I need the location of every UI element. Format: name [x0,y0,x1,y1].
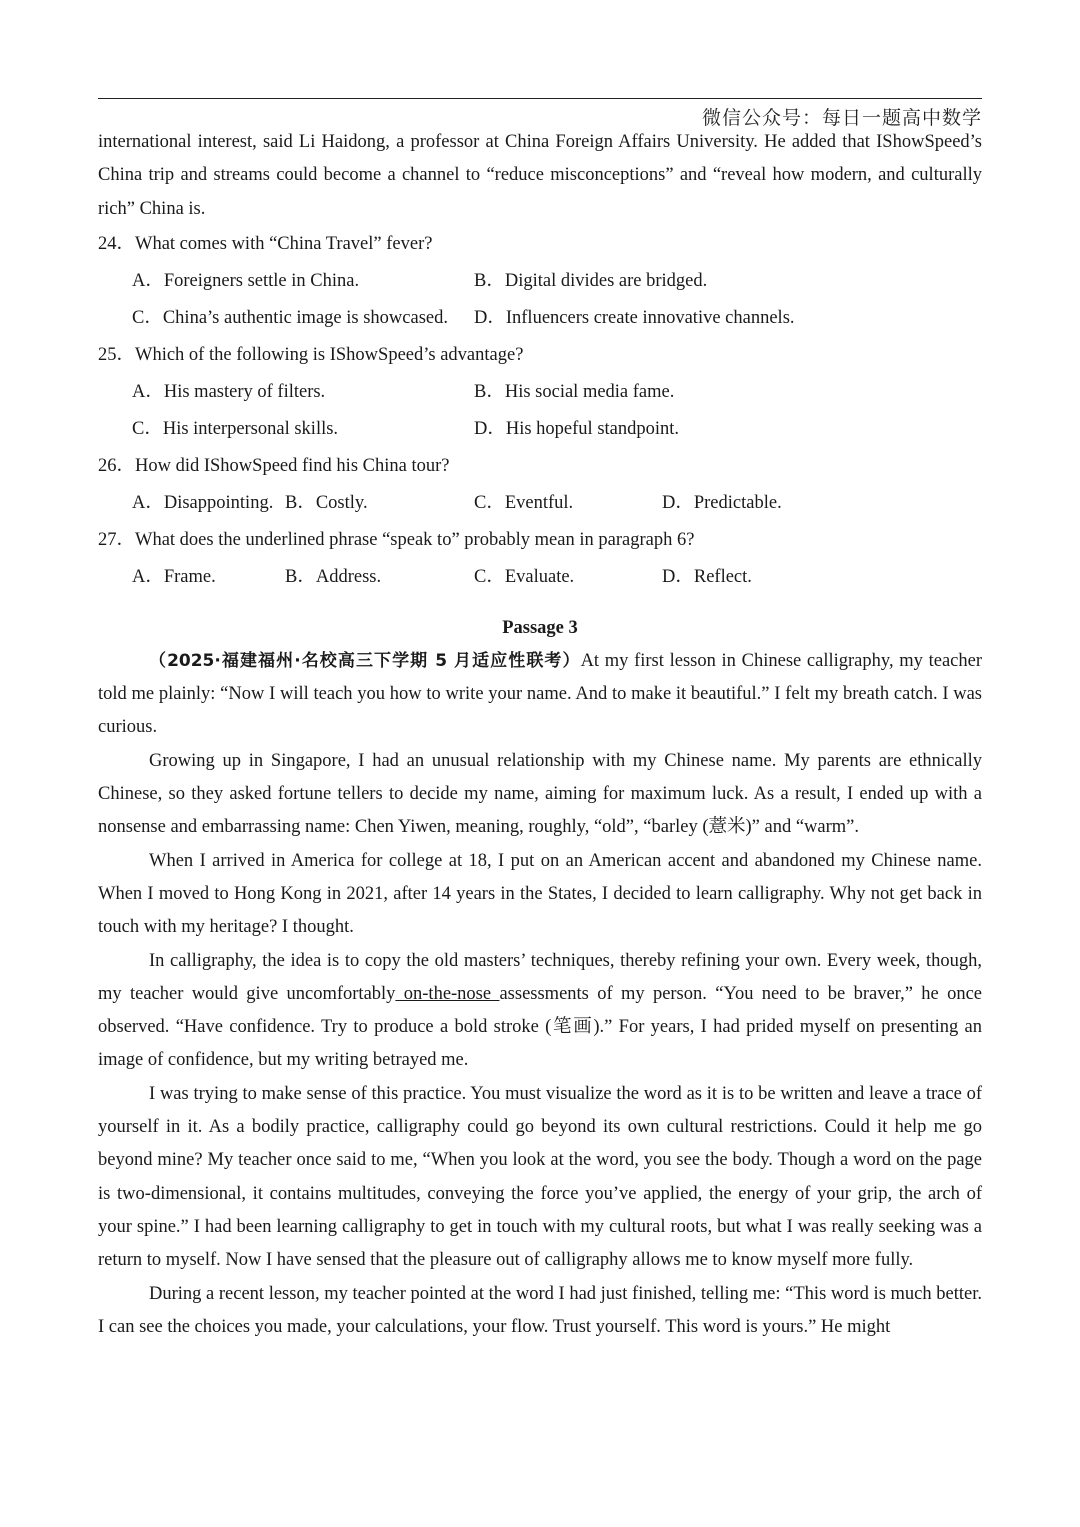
paragraph-text: At my first lesson in Chinese calligraphy, my teacher told me plainly: “Now I will teach you how to write your name. And to make it beautiful.” I felt my breath catch. I was curious. [98,650,982,738]
options-row [98,559,982,596]
option-a[interactable]: A．His mastery of filters. [132,381,326,402]
option-b[interactable]: B．Address. [285,566,382,587]
option-b[interactable]: B．Digital divides are bridged. [474,270,708,291]
document-body [98,126,982,1344]
paragraph-text: assessments of my person. “You need to be braver,” he once observed. “Have confidence. Try to produce a bold stroke (笔画).” For years, I had prided myself on presenting an image of confidence, but my writing betrayed me. [98,983,982,1071]
options-row [98,300,982,337]
option-c[interactable]: C．China’s authentic image is showcased. [132,307,448,328]
option-c[interactable]: C．Evaluate. [474,566,575,587]
option-d[interactable]: D．Influencers create innovative channels. [474,307,795,328]
options-row [98,411,982,448]
option-d[interactable]: D．Reflect. [662,566,752,587]
option-c[interactable]: C．Eventful. [474,492,574,513]
option-c[interactable]: C．His interpersonal skills. [132,418,339,439]
question-25 [98,337,982,448]
passage-source: （2025·福建福州·名校高三下学期 5 月适应性联考） [149,650,581,671]
options-row [98,374,982,411]
question-24 [98,226,982,337]
underlined-phrase: on-the-nose [395,983,500,1004]
option-d[interactable]: D．Predictable. [662,492,782,513]
question-27 [98,522,982,596]
passage-paragraph-4 [98,945,982,1078]
options-row [98,263,982,300]
paragraph-text: In calligraphy, the idea is to copy the old masters’ techniques, thereby refining your own. Every week, though, my teacher would give uncomfortably [98,950,982,1004]
passage-paragraph-5: I was trying to make sense of this practice. You must visualize the word as it is to be written and leave a trace of yourself in it. As a bodily practice, calligraphy could go beyond its own cultural restrictions. Could it help me go beyond mine? My teacher once said to me, “When you look at the word, you see the body. Though a word on the page is two-dimensional, it contains multitudes, conveying the force you’ve applied, the energy of your grip, the arch of your spine.” I had been learning calligraphy to get in touch with my cultural roots, but what I was really seeking was a return to myself. Now I have sensed that the pleasure out of calligraphy allows me to know myself more fully. [98,1083,982,1271]
question-stem: 24．What comes with “China Travel” fever? [98,233,433,254]
passage-paragraph-3: When I arrived in America for college at 18, I put on an American accent and abandoned my Chinese name. When I moved to Hong Kong in 2021, after 14 years in the States, I decided to learn calligraphy. Why not get back in touch with my heritage? I thought. [98,850,982,938]
option-b[interactable]: B．Costly. [285,492,368,513]
question-26 [98,448,982,522]
passage-paragraph-2: Growing up in Singapore, I had an unusual relationship with my Chinese name. My parents are ethnically Chinese, so they asked fortune tellers to decide my name, aiming for maximum luck. As a result, I ended up with a nonsense and embarrassing name: Chen Yiwen, meaning, roughly, “old”, “barley (薏米)” and “warm”. [98,750,982,838]
passage-paragraph-6: During a recent lesson, my teacher pointed at the word I had just finished, telling me: “This word is much better. I can see the choices you made, your calculations, your flow. Trust yourself. This word is yours.” He might [98,1283,982,1337]
header-rule [98,98,982,99]
option-a[interactable]: A．Frame. [132,566,216,587]
question-stem: 26．How did IShowSpeed find his China tour? [98,455,450,476]
option-b[interactable]: B．His social media fame. [474,381,675,402]
options-row [98,485,982,522]
option-a[interactable]: A．Foreigners settle in China. [132,270,360,291]
question-stem: 27．What does the underlined phrase “speak to” probably mean in paragraph 6? [98,529,695,550]
header-text: 微信公众号：每日一题高中数学 [701,107,982,129]
option-d[interactable]: D．His hopeful standpoint. [474,418,680,439]
question-stem: 25．Which of the following is IShowSpeed’s advantage? [98,344,524,365]
option-a[interactable]: A．Disappointing. [132,492,274,513]
passage-paragraph-1 [98,645,982,745]
passage-title: Passage 3 [502,617,578,638]
intro-paragraph: international interest, said Li Haidong, a professor at China Foreign Affairs University. He added that IShowSpeed’s China trip and streams could become a channel to “reduce misconceptions” and “reveal how modern, and culturally rich” China is. [98,132,982,219]
